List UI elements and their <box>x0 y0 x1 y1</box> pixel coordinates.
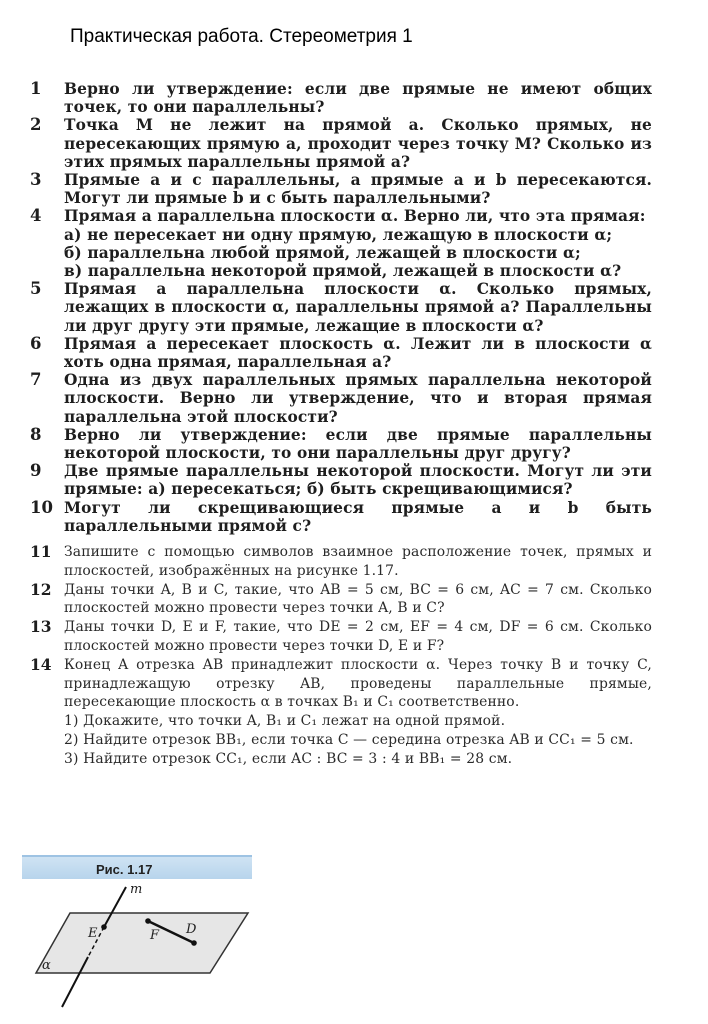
figure-drawing <box>22 879 252 1020</box>
problem-number: 6 <box>30 333 42 353</box>
problem-text <box>64 207 652 280</box>
label-f: F <box>150 928 160 943</box>
problem-item <box>30 618 652 656</box>
problem-text <box>64 171 652 207</box>
problem-text <box>64 499 652 535</box>
problem-text <box>64 335 652 371</box>
problem-item <box>30 335 652 371</box>
problem-statement: Верно ли утверждение: если две прямые параллельны некоторой плоскости, то они параллельны друг другу? <box>64 425 652 463</box>
problem-statement: Могут ли скрещивающиеся прямые a и b быть параллельными прямой c? <box>64 498 652 535</box>
problem-item <box>30 116 652 171</box>
figure-1-17 <box>22 855 252 1020</box>
problem-statement: Прямые a и c параллельны, а прямые a и b пересекаются. Могут ли прямые b и c быть параллельными? <box>64 171 652 208</box>
problem-item <box>30 581 652 619</box>
problem-statement: Верно ли утверждение: если две прямые не имеют общих точек, то они параллельны? <box>64 80 652 117</box>
problem-subitem: 1) Докажите, что точки A, B₁ и C₁ лежат на одной прямой. <box>64 713 506 730</box>
problem-number: 11 <box>30 542 52 562</box>
problem-number: 8 <box>30 424 42 444</box>
problem-item <box>30 462 652 498</box>
problem-subitem: б) параллельна любой прямой, лежащей в плоскости α; <box>64 243 581 262</box>
problem-number: 9 <box>30 461 42 481</box>
problem-item <box>30 426 652 462</box>
problem-statement: Две прямые параллельны некоторой плоскости. Могут ли эти прямые: а) пересекаться; б) быть скрещивающимися? <box>64 462 652 499</box>
problem-number: 1 <box>30 79 42 98</box>
problem-statement: Даны точки A, B и C, такие, что AB = 5 см, BC = 6 см, AC = 7 см. Сколько плоскостей можно провести через точки A, B и C? <box>64 581 652 617</box>
label-alpha: α <box>42 958 51 973</box>
problem-subitem: в) параллельна некоторой прямой, лежащей в плоскости α? <box>64 262 622 281</box>
problem-subitem: а) не пересекает ни одну прямую, лежащую в плоскости α; <box>64 225 613 244</box>
problem-list-part2 <box>30 543 652 769</box>
problem-item <box>30 656 652 769</box>
problem-text <box>64 581 652 619</box>
problem-statement: Прямая a пересекает плоскость α. Лежит ли в плоскости α хоть одна прямая, параллельная a? <box>64 334 652 372</box>
problem-number: 13 <box>30 617 52 637</box>
problem-text <box>64 80 652 116</box>
page-title: Практическая работа. Стереометрия 1 <box>70 26 413 47</box>
problem-number: 2 <box>30 115 42 135</box>
problem-statement: Запишите с помощью символов взаимное расположение точек, прямых и плоскостей, изображённых на рисунке 1.17. <box>64 544 652 579</box>
problem-statement: Одна из двух параллельных прямых параллельна некоторой плоскости. Верно ли утверждение, что и вторая прямая параллельна этой плоскости? <box>64 371 652 426</box>
problem-statement: Конец A отрезка AB принадлежит плоскости α. Через точку B и точку C, принадлежащую отрезку AB, проведены параллельные прямые, пересекающие плоскость α в точках B₁ и C₁ соответственно. <box>64 656 652 711</box>
problem-number: 4 <box>30 206 42 226</box>
plane-alpha <box>36 913 248 973</box>
problem-text <box>64 371 652 426</box>
problem-number: 12 <box>30 579 52 599</box>
point-d <box>191 940 197 946</box>
problem-item <box>30 371 652 426</box>
problem-item <box>30 499 652 535</box>
problem-item <box>30 543 652 581</box>
point-f <box>145 918 151 924</box>
problem-statement: Прямая a параллельна плоскости α. Верно ли, что эта прямая: <box>64 207 646 226</box>
problem-text <box>64 656 652 769</box>
problem-list-part1 <box>30 80 652 535</box>
problem-number: 7 <box>30 370 42 390</box>
problem-statement: Прямая a параллельна плоскости α. Сколько прямых, лежащих в плоскости α, параллельны прямой a? Параллельны ли друг другу эти прямые, лежащие в плоскости α? <box>64 280 652 335</box>
problem-text <box>64 426 652 462</box>
point-e <box>101 924 107 930</box>
problem-list <box>30 80 652 769</box>
problem-number: 3 <box>30 170 42 190</box>
problem-text <box>64 280 652 335</box>
problem-number: 10 <box>30 497 53 517</box>
problem-number: 14 <box>30 654 52 674</box>
problem-number: 5 <box>30 279 42 299</box>
figure-caption-bar <box>22 855 252 879</box>
problem-text <box>64 462 652 498</box>
problem-statement: Даны точки D, E и F, такие, что DE = 2 см, EF = 4 см, DF = 6 см. Сколько плоскостей можно провести через точки D, E и F? <box>64 619 652 655</box>
problem-item <box>30 280 652 335</box>
problem-item <box>30 80 652 116</box>
problem-text <box>64 116 652 171</box>
problem-text <box>64 543 652 581</box>
figure-caption: Рис. 1.17 <box>96 862 153 877</box>
label-d: D <box>186 922 197 937</box>
label-e: E <box>88 926 98 941</box>
label-m: m <box>130 882 143 897</box>
problem-text <box>64 618 652 656</box>
problem-item <box>30 207 652 280</box>
problem-subitem: 3) Найдите отрезок CC₁, если AC : BC = 3 : 4 и BB₁ = 28 см. <box>64 750 513 767</box>
problem-statement: Точка M не лежит на прямой a. Сколько прямых, не пересекающих прямую a, проходит через точку M? Сколько из этих прямых параллельны прямой a? <box>64 116 652 171</box>
problem-item <box>30 171 652 207</box>
problem-subitem: 2) Найдите отрезок BB₁, если точка C — середина отрезка AB и CC₁ = 5 см. <box>64 732 634 749</box>
